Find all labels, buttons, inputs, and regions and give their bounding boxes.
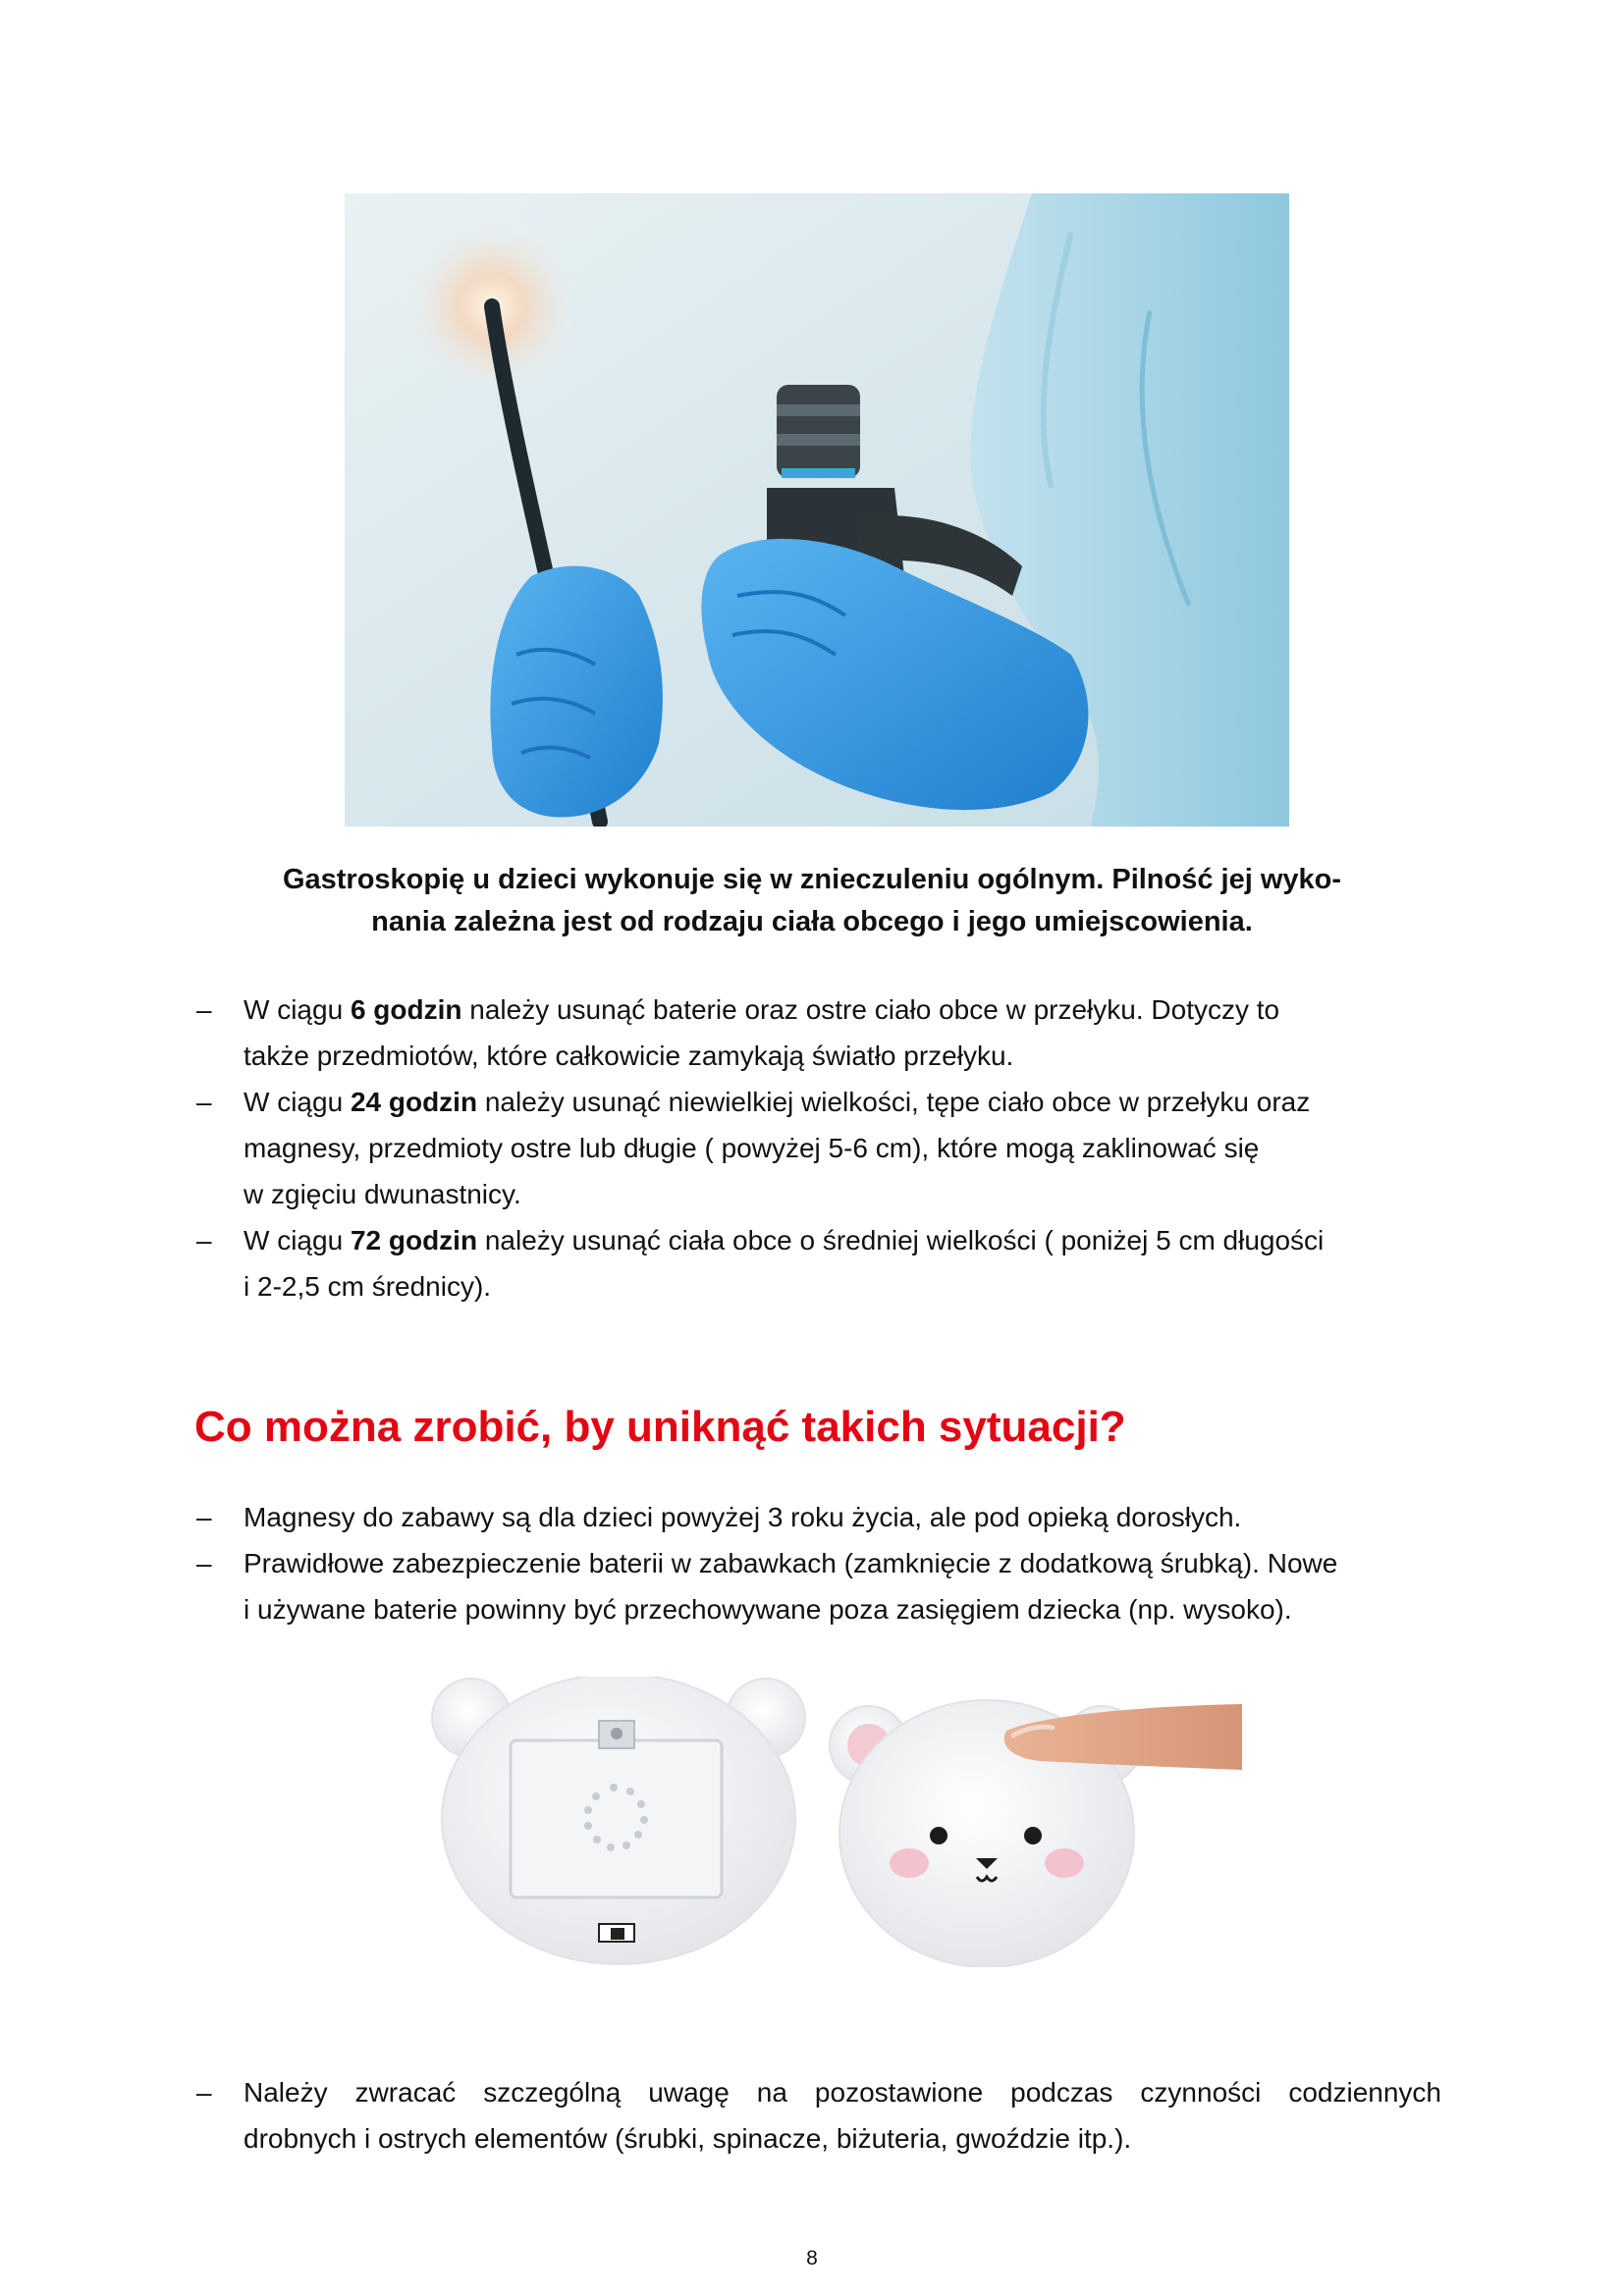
- bear-lamp-illustration: [412, 1677, 1242, 1967]
- list-dash: –: [196, 1225, 212, 1255]
- photo-caption: [177, 859, 1447, 943]
- caption-line-1: Gastroskopię u dzieci wykonuje się w znieczuleniu ogólnym. Pilność jej wyko-: [282, 864, 1342, 895]
- caption-line-2: nania zależna jest od rodzaju ciała obcego i jego umiejscowienia.: [371, 906, 1253, 937]
- list-dash: –: [196, 994, 212, 1025]
- emphasis-text: 6 godzin: [350, 994, 462, 1025]
- section-heading: Co można zrobić, by uniknąć takich sytuacji?: [194, 1403, 1126, 1451]
- list-item: – W ciągu 6 godzin należy usunąć baterie oraz ostre ciało obce w przełyku. Dotyczy to także przedmiotów, które całkowicie zamykają światło przełyku.: [196, 987, 1441, 1079]
- emphasis-text: 24 godzin: [350, 1087, 478, 1117]
- list-item: – Magnesy do zabawy są dla dzieci powyżej 3 roku życia, ale pod opieką dorosłych.: [196, 1494, 1441, 1540]
- gastroscope-photo: [345, 193, 1289, 827]
- emphasis-text: 72 godzin: [350, 1225, 478, 1255]
- removal-timing-list: [196, 987, 1441, 1309]
- final-list: [196, 2069, 1441, 2162]
- list-item: – Prawidłowe zabezpieczenie baterii w zabawkach (zamknięcie z dodatkową śrubką). Nowe i używane baterie powinny być przechowywane poza zasięgiem dziecka (np. wysoko).: [196, 1540, 1441, 1632]
- list-item: – W ciągu 72 godzin należy usunąć ciała obce o średniej wielkości ( poniżej 5 cm długości i 2-2,5 cm średnicy).: [196, 1217, 1441, 1309]
- list-item: – W ciągu 24 godzin należy usunąć niewielkiej wielkości, tępe ciało obce w przełyku oraz magnesy, przedmioty ostre lub długie ( powyżej 5-6 cm), które mogą zaklinować się w zgięciu dwunastnicy.: [196, 1079, 1441, 1217]
- list-item: – Należy zwracać szczególną uwagę na pozostawione podczas czynności codziennych drobnych i ostrych elementów (śrubki, spinacze, biżuteria, gwoździe itp.).: [196, 2069, 1441, 2162]
- bear-lamp-photo: [412, 1677, 1242, 1967]
- list-dash: –: [196, 2077, 212, 2108]
- page-number: 8: [806, 2247, 818, 2269]
- list-dash: –: [196, 1502, 212, 1532]
- prevention-list: [196, 1494, 1441, 1632]
- list-dash: –: [196, 1548, 212, 1578]
- gastroscope-illustration: [345, 193, 1289, 827]
- list-dash: –: [196, 1087, 212, 1117]
